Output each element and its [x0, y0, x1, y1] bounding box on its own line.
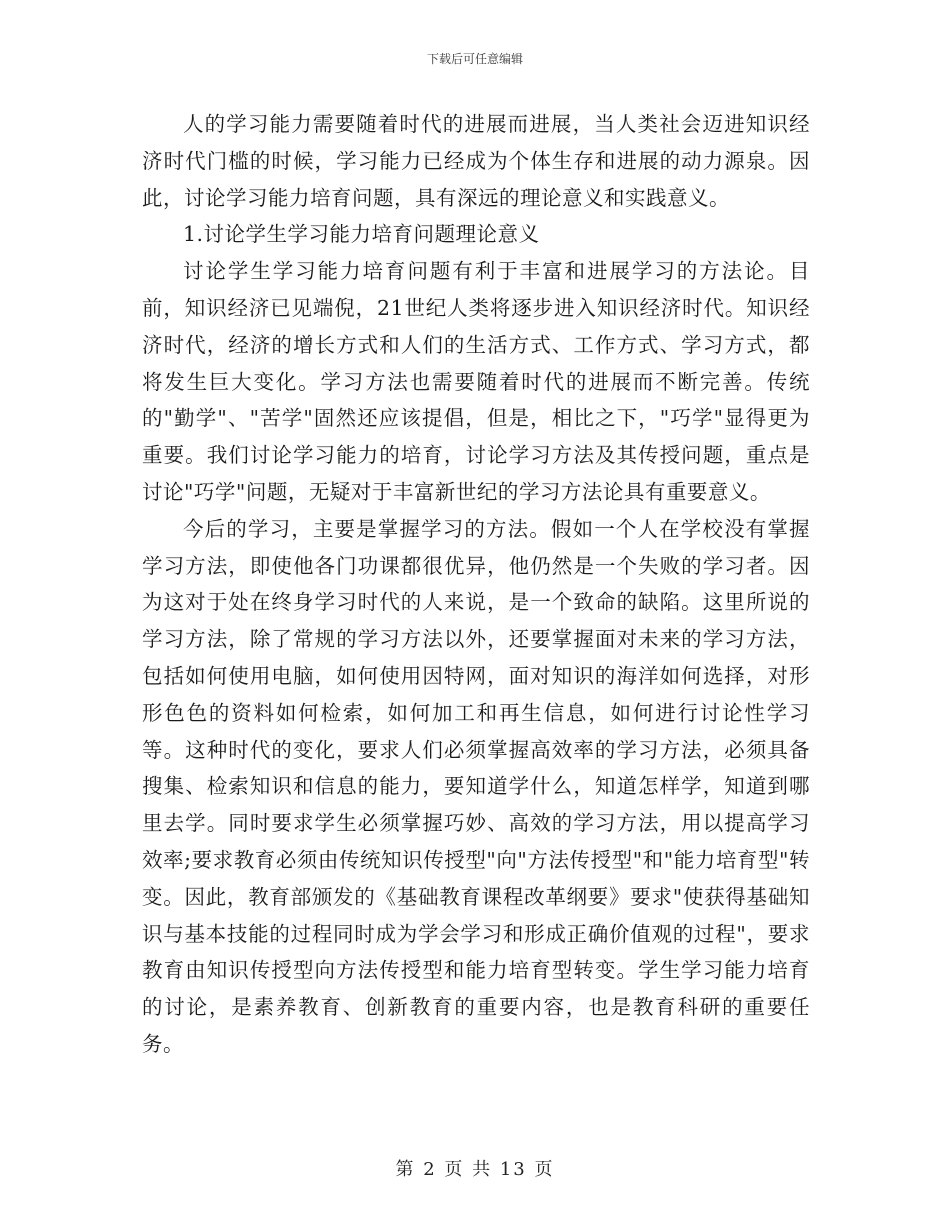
paragraph-intro: 人的学习能力需要随着时代的进展而进展，当人类社会迈进知识经济时代门槛的时候，学习能力已经成为个体生存和进展的动力源泉。因此，讨论学习能力培育问题，具有深远的理论意义和实践意义。	[142, 112, 810, 210]
page-number: 第 2 页 共 13 页	[395, 1159, 555, 1180]
paragraph-methodology: 讨论学生学习能力培育问题有利于丰富和进展学习的方法论。目前，知识经济已见端倪，21世纪人类将逐步进入知识经济时代。知识经济时代，经济的增长方式和人们的生活方式、工作方式、学习方式，都将发生巨大变化。学习方法也需要随着时代的进展而不断完善。传统的"勤学"、"苦学"固然还应该提倡，但是，相比之下，"巧学"显得更为重要。我们讨论学习能力的培育，讨论学习方法及其传授问题，重点是讨论"巧学"问题，无疑对于丰富新世纪的学习方法论具有重要意义。	[142, 259, 810, 504]
section-heading: 1.讨论学生学习能力培育问题理论意义	[183, 222, 540, 247]
page-header-note: 下载后可任意编辑	[426, 52, 523, 66]
paragraph-future-learning: 今后的学习，主要是掌握学习的方法。假如一个人在学校没有掌握学习方法，即使他各门功课都很优异，他仍然是一个失败的学习者。因为这对于处在终身学习时代的人来说，是一个致命的缺陷。这里所说的学习方法，除了常规的学习方法以外，还要掌握面对未来的学习方法，包括如何使用电脑，如何使用因特网，面对知识的海洋如何选择，对形形色色的资料如何检索，如何加工和再生信息，如何进行讨论性学习等。这种时代的变化，要求人们必须掌握高效率的学习方法，必须具备搜集、检索知识和信息的能力，要知道学什么，知道怎样学，知道到哪里去学。同时要求学生必须掌握巧妙、高效的学习方法，用以提高学习效率;要求教育必须由传统知识传授型"向"方法传授型"和"能力培育型"转变。因此，教育部颁发的《基础教育课程改革纲要》要求"使获得基础知识与基本技能的过程同时成为学会学习和形成正确价值观的过程"，要求教育由知识传授型向方法传授型和能力培育型转变。学生学习能力培育的讨论，是素养教育、创新教育的重要内容，也是教育科研的重要任务。	[142, 516, 810, 1056]
document-body	[142, 106, 810, 1063]
